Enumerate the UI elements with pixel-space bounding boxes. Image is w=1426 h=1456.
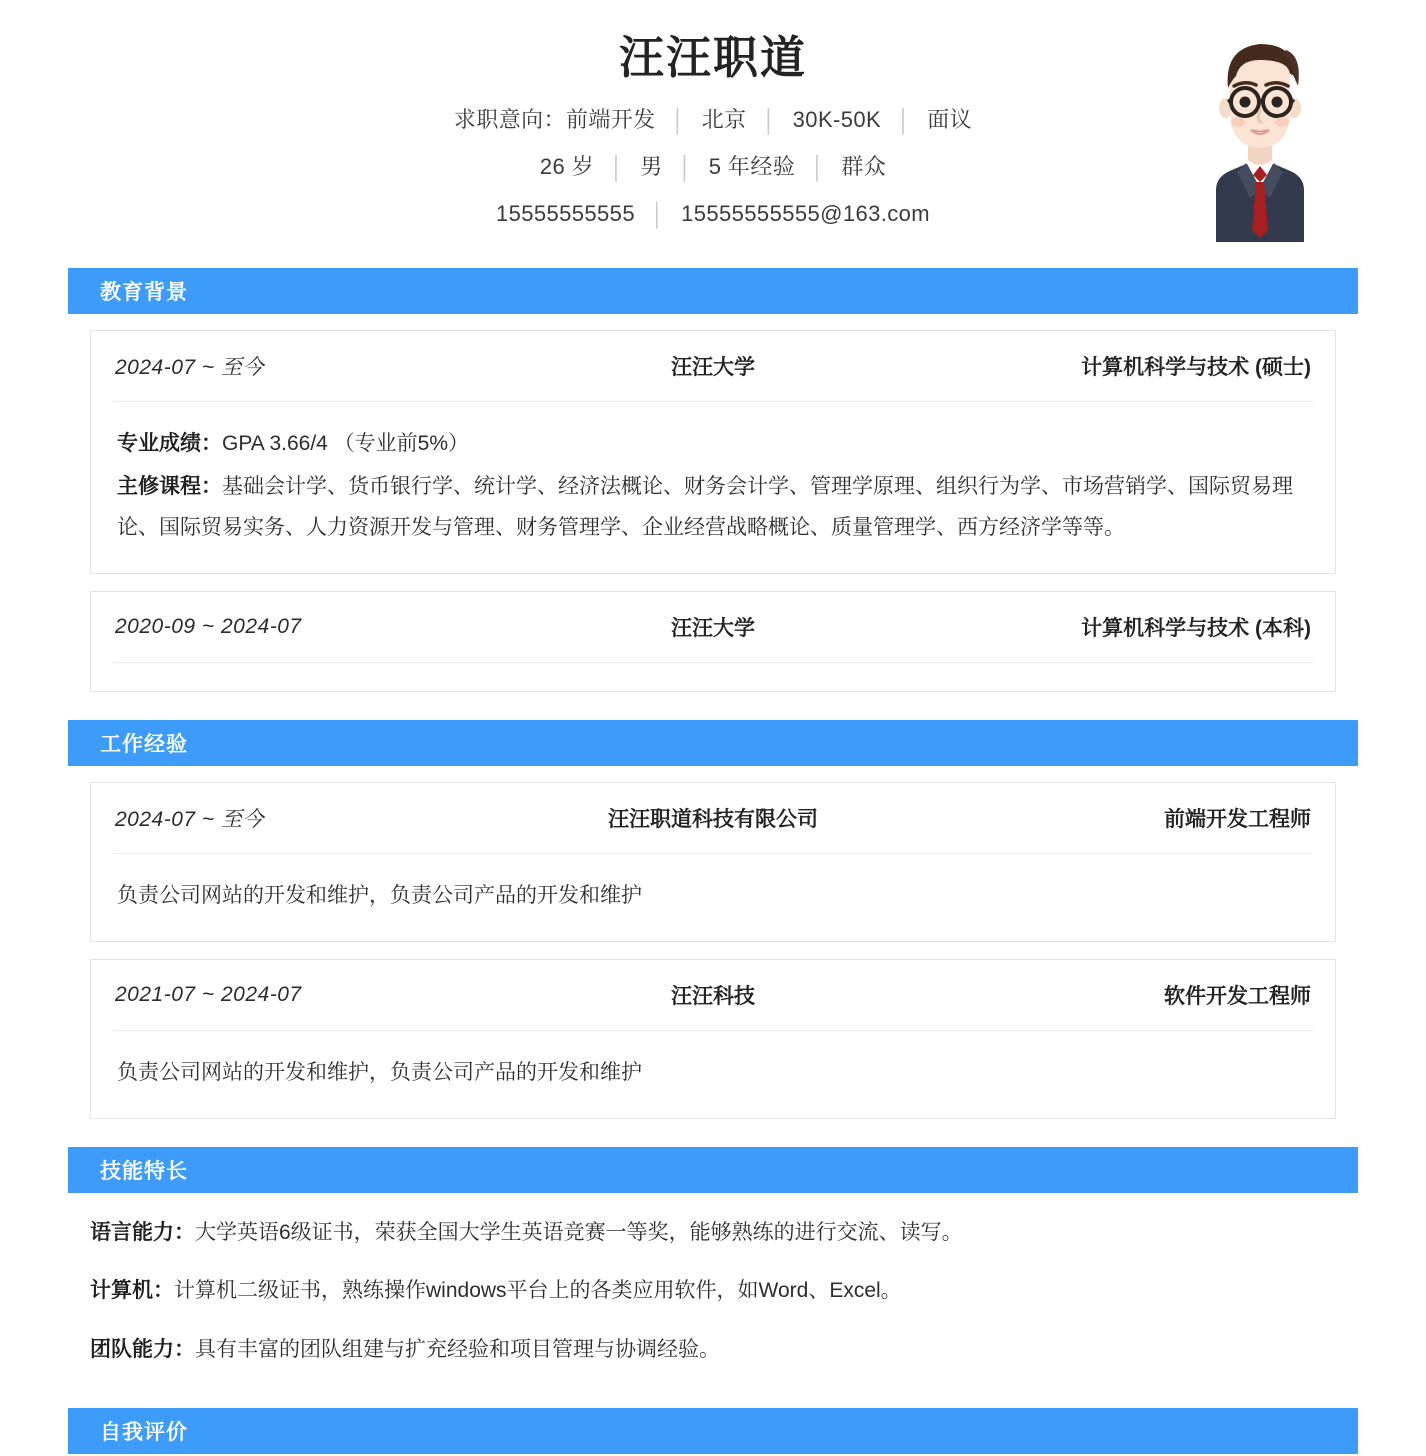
education-gpa-value: GPA 3.66/4 （专业前5%） — [222, 432, 470, 455]
education-gpa-line — [117, 424, 1309, 465]
page-title: 汪汪职道 — [618, 32, 807, 83]
resume-header — [0, 0, 1426, 268]
separator-icon: │ — [650, 201, 666, 227]
education-entry-body — [91, 402, 1335, 573]
job-intent-city: 北京 — [701, 106, 747, 132]
avatar-illustration-icon — [1190, 30, 1330, 242]
job-intent-salary: 30K-50K — [792, 106, 882, 132]
personal-gender: 男 — [640, 153, 663, 179]
separator-icon: │ — [678, 154, 693, 180]
section-header-skills — [68, 1147, 1358, 1193]
section-body-skills — [68, 1193, 1358, 1387]
avatar — [1190, 30, 1330, 242]
education-school: 汪汪大学 — [670, 356, 755, 379]
education-gpa-label: 专业成绩： — [117, 432, 222, 455]
education-courses-value: 基础会计学、货币银行学、统计学、经济法概论、财务会计学、管理学原理、组织行为学、市场营销学、国际贸易理论、国际贸易实务、人力资源开发与管理、财务管理学、企业经营战略概论、质量管理学、西方经济学等等。 — [117, 474, 1293, 539]
skill-item — [90, 1217, 1336, 1250]
education-courses-label: 主修课程： — [117, 474, 222, 498]
skill-label: 语言能力： — [90, 1220, 195, 1244]
section-header-self-evaluation — [68, 1408, 1358, 1454]
work-date: 2021-07 ~ 2024-07 — [115, 982, 302, 1006]
work-role: 前端开发工程师 — [1164, 807, 1311, 831]
contact-phone[interactable]: 15555555555 — [495, 200, 635, 226]
work-role: 软件开发工程师 — [1164, 984, 1311, 1008]
section-body-work — [90, 766, 1336, 1119]
personal-age: 26 岁 — [539, 153, 595, 179]
work-date: 2024-07 ~ 至今 — [115, 807, 265, 831]
spacer — [0, 692, 1426, 720]
skill-label: 计算机： — [90, 1279, 174, 1303]
education-entry-body — [91, 663, 1335, 691]
work-entry-card[interactable] — [90, 782, 1336, 942]
separator-icon: │ — [811, 154, 826, 180]
job-intent-position: 前端开发 — [565, 106, 656, 132]
contact-email[interactable]: 15555555555@163.com — [681, 200, 931, 226]
separator-icon: │ — [897, 107, 912, 133]
personal-political-status: 群众 — [841, 153, 887, 179]
separator-icon: │ — [671, 107, 686, 133]
work-company: 汪汪科技 — [670, 984, 755, 1008]
skill-value: 大学英语6级证书，荣获全国大学生英语竞赛一等奖，能够熟练的进行交流、读写。 — [195, 1220, 963, 1244]
section-header-education — [68, 268, 1358, 314]
skill-label: 团队能力： — [90, 1337, 195, 1361]
separator-icon: │ — [762, 107, 777, 133]
education-school: 汪汪大学 — [670, 616, 755, 640]
education-entry-head — [91, 331, 1335, 401]
section-title-education: 教育背景 — [100, 281, 188, 304]
education-date: 2020-09 ~ 2024-07 — [115, 614, 302, 638]
section-body-education — [90, 314, 1336, 692]
job-intent-negotiable: 面议 — [927, 106, 973, 132]
work-entry-head — [91, 960, 1335, 1030]
personal-experience: 5 年经验 — [708, 153, 796, 179]
skill-item — [90, 1275, 1336, 1308]
education-date: 2024-07 ~ 至今 — [115, 356, 265, 379]
work-company: 汪汪职道科技有限公司 — [607, 807, 818, 831]
work-entry-head — [91, 783, 1335, 853]
job-intent-label: 求职意向： — [453, 106, 566, 132]
education-entry-head — [91, 592, 1335, 662]
spacer — [0, 1386, 1426, 1408]
work-description: 负责公司网站的开发和维护，负责公司产品的开发和维护 — [117, 1060, 642, 1084]
skill-value: 具有丰富的团队组建与扩充经验和项目管理与协调经验。 — [195, 1337, 720, 1361]
work-entry-body — [91, 1031, 1335, 1118]
education-courses-line — [117, 467, 1309, 549]
education-major: 计算机科学与技术 (硕士) — [1081, 356, 1311, 379]
section-header-work — [68, 720, 1358, 766]
work-entry-card[interactable] — [90, 959, 1336, 1119]
separator-icon: │ — [610, 154, 625, 180]
skill-value: 计算机二级证书，熟练操作windows平台上的各类应用软件，如Word、Excel。 — [174, 1279, 902, 1303]
section-title-self-evaluation: 自我评价 — [100, 1421, 188, 1445]
education-entry-card[interactable] — [90, 591, 1336, 692]
work-description: 负责公司网站的开发和维护，负责公司产品的开发和维护 — [117, 883, 642, 907]
education-major: 计算机科学与技术 (本科) — [1081, 616, 1311, 640]
section-title-work: 工作经验 — [100, 732, 188, 756]
spacer — [0, 1119, 1426, 1147]
skill-item — [90, 1334, 1336, 1367]
education-entry-card[interactable] — [90, 330, 1336, 574]
section-title-skills: 技能特长 — [100, 1159, 188, 1183]
work-entry-body — [91, 854, 1335, 941]
